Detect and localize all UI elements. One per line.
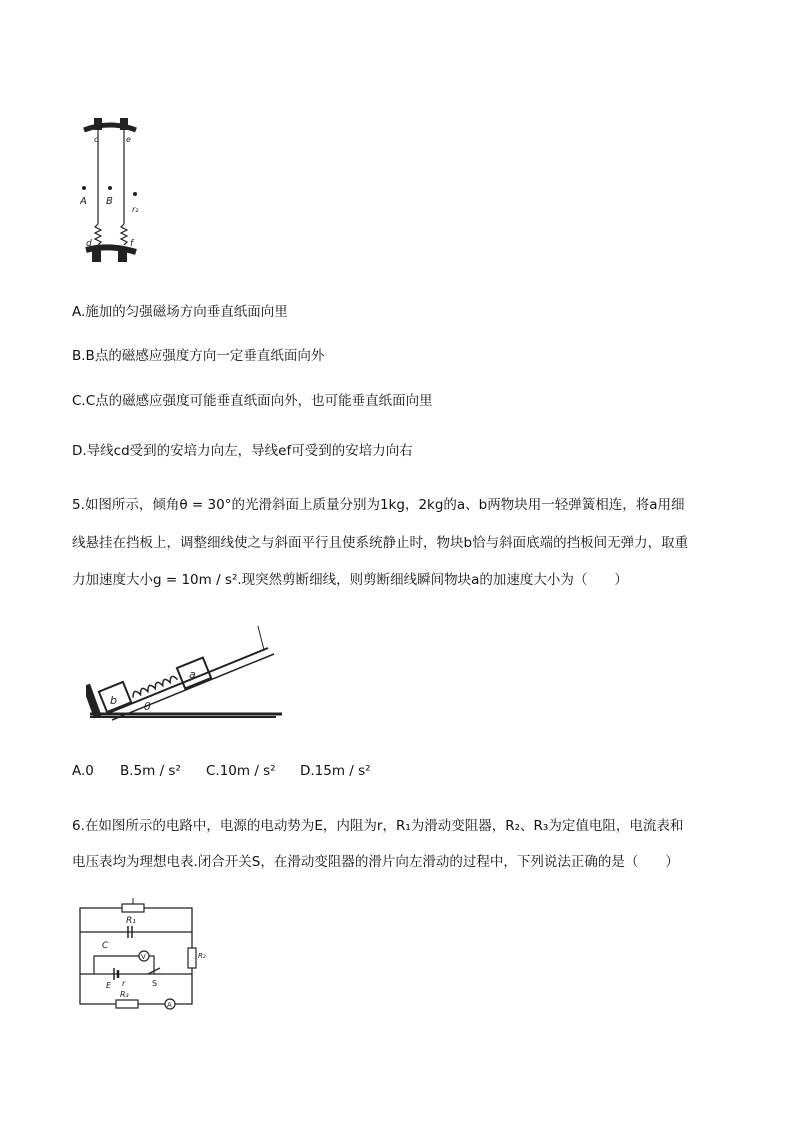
label-e: e <box>126 135 131 144</box>
q6-stem-line-2: 电压表均为理想电表.闭合开关S，在滑动变阻器的滑片向左滑动的过程中，下列说法正确的是（ ） <box>72 854 679 870</box>
q5-stem-line-2: 线悬挂在挡板上，调整细线使之与斜面平行且使系统静止时，物块b恰与斜面底端的挡板间无弹力，取重 <box>72 535 689 551</box>
label-R3: R₃ <box>120 990 129 999</box>
q5-stem-line-1: 5.如图所示，倾角θ = 30°的光滑斜面上质量分别为1kg，2kg的a、b两物块用一轻弹簧相连，将a用细 <box>72 497 685 513</box>
label-r: r₂ <box>132 205 139 214</box>
label-f: f <box>130 239 134 249</box>
incline-figure <box>86 622 286 726</box>
label-r: r <box>122 979 126 988</box>
q6-stem-line-1: 6.在如图所示的电路中，电源的电动势为E，内阻为r，R₁为滑动变阻器，R₂、R₃为定值电阻，电流表和 <box>72 818 684 834</box>
circuit-figure <box>72 896 222 1016</box>
label-C: C <box>102 941 109 951</box>
label-R1: R₁ <box>126 916 136 926</box>
label-c: c <box>94 135 99 144</box>
label-E: E <box>106 981 112 990</box>
label-theta: θ <box>144 700 151 713</box>
wires-figure <box>80 112 144 272</box>
q5-option-d: D.15m / s² <box>300 763 371 779</box>
label-d: d <box>86 239 92 249</box>
label-b: b <box>110 694 117 707</box>
label-R2: R₂ <box>198 952 206 960</box>
label-V: V <box>141 953 146 961</box>
q4-option-a: A.施加的匀强磁场方向垂直纸面向里 <box>72 304 288 320</box>
label-B: B <box>106 196 113 207</box>
q4-option-c: C.C点的磁感应强度可能垂直纸面向外，也可能垂直纸面向里 <box>72 393 433 409</box>
label-S: S <box>152 979 158 988</box>
label-a: a <box>189 668 196 681</box>
label-A: A <box>167 1001 172 1009</box>
q5-stem-line-3: 力加速度大小g = 10m / s².现突然剪断细线，则剪断细线瞬间物块a的加速度大小为（ ） <box>72 572 628 588</box>
q5-option-b: B.5m / s² <box>120 763 181 779</box>
q4-option-b: B.B点的磁感应强度方向一定垂直纸面向外 <box>72 348 325 364</box>
q4-option-d: D.导线cd受到的安培力向左，导线ef可受到的安培力向右 <box>72 443 413 459</box>
label-A: A <box>80 196 87 207</box>
q5-option-c: C.10m / s² <box>206 763 276 779</box>
q5-option-a: A.0 <box>72 763 94 779</box>
